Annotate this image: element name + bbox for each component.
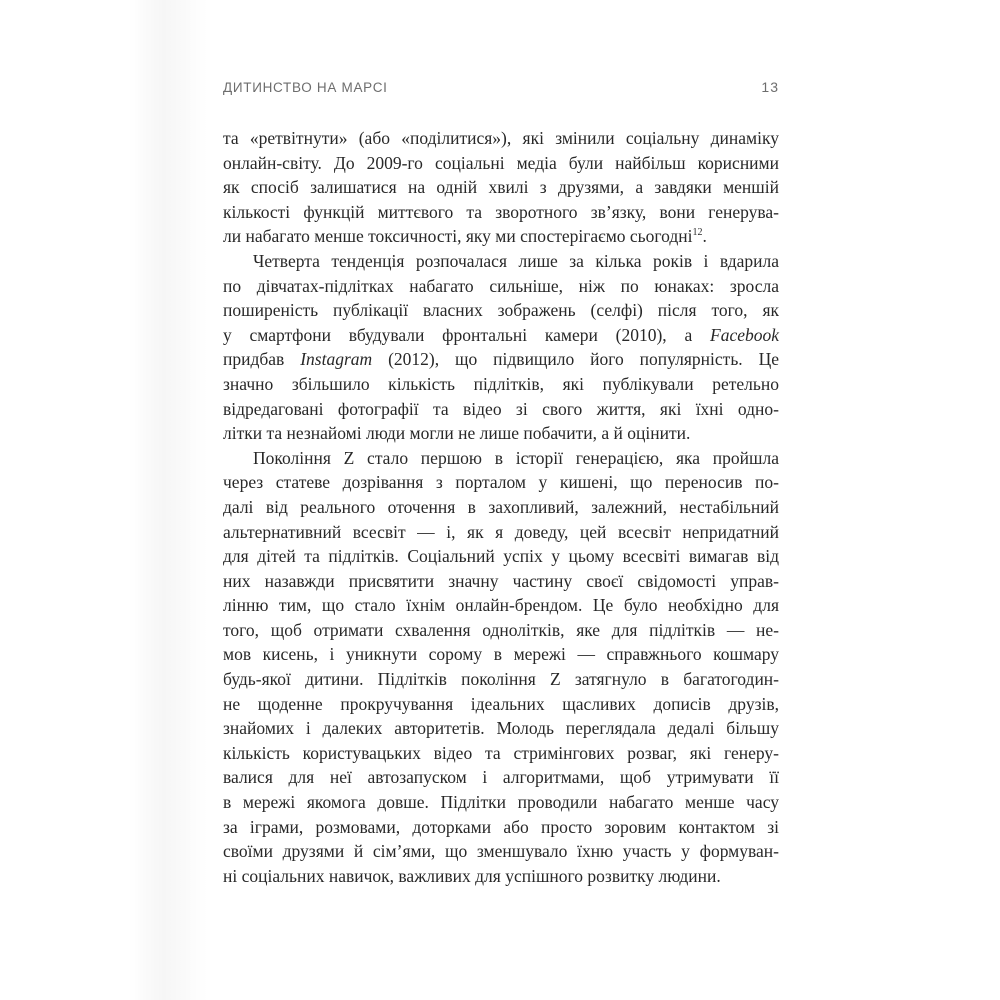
text-line: як спосіб залишатися на одній хвилі з друзями, а завдяки меншій bbox=[223, 177, 779, 198]
footnote-reference: 12 bbox=[692, 227, 703, 239]
text-line: не щоденне прокручування ідеальних щасливих дописів друзів, bbox=[223, 693, 779, 714]
text-line: онлайн-світу. До 2009-го соціальні медіа були найбільш корисними bbox=[223, 152, 779, 173]
text-line: них назавжди присвятити значну частину своєї свідомості управ- bbox=[223, 570, 779, 591]
running-header bbox=[223, 79, 779, 95]
text-line: будь-якої дитини. Підлітків покоління Z затягнуло в багатогодин- bbox=[223, 669, 779, 690]
text-line: через статеве дозрівання з порталом у кишені, що переносив по- bbox=[223, 472, 779, 493]
text-line: кількості функцій миттєвого та зворотного зв’язку, вони генерува- bbox=[223, 201, 779, 222]
italic-term: Instagram bbox=[300, 349, 373, 370]
text-line: далі від реального оточення в захопливий, залежний, нестабільний bbox=[223, 496, 779, 517]
text-line: літки та незнайомі люди могли не лише побачити, а й оцінити. bbox=[223, 423, 691, 444]
text-line: поширеність публікації власних зображень (селфі) після того, як bbox=[223, 300, 779, 321]
text-line bbox=[223, 323, 779, 348]
text-line: того, щоб отримати схвалення однолітків, яке для підлітків — не- bbox=[223, 619, 779, 640]
page-number: 13 bbox=[761, 79, 779, 95]
text-line: ні соціальних навичок, важливих для успішного розвитку людини. bbox=[223, 865, 721, 886]
text-segment: . bbox=[702, 226, 707, 247]
text-line: своїми друзями й сім’ями, що зменшувало їхню участь у формуван- bbox=[223, 841, 779, 862]
text-line: кількість користувацьких відео та стримінгових розваг, які генеру- bbox=[223, 742, 779, 763]
text-line: за іграми, розмовами, доторками або просто зоровим контактом зі bbox=[223, 816, 779, 837]
text-line: та «ретвітнути» (або «поділитися»), які змінили соціальну динаміку bbox=[223, 128, 779, 148]
italic-term: Facebook bbox=[710, 324, 779, 345]
text-line: для дітей та підлітків. Соціальний успіх у цьому всесвіті вимагав від bbox=[223, 546, 779, 567]
text-line: Четверта тенденція розпочалася лише за кілька років і вдарила bbox=[253, 250, 779, 271]
text-segment: ли набагато менше токсичності, яку ми спостерігаємо сьогодні bbox=[223, 226, 693, 247]
page-body-text bbox=[223, 126, 779, 888]
text-line: мов кисень, і уникнути сорому в мережі — справжнього кошмару bbox=[223, 644, 779, 665]
text-segment: (2012), що підвищило його популярність. Це bbox=[372, 349, 779, 370]
text-line: значно збільшило кількість підлітків, які публікували ретельно bbox=[223, 373, 779, 394]
text-line: валися для неї автозапуском і алгоритмами, щоб утримувати її bbox=[223, 767, 779, 788]
text-line: по дівчатах-підлітках набагато сильніше, ніж по юнаках: зросла bbox=[223, 275, 779, 296]
text-line bbox=[223, 347, 779, 372]
chapter-title: ДИТИНСТВО НА МАРСІ bbox=[223, 80, 388, 95]
text-line: альтернативний всесвіт — і, як я доведу, цей всесвіт непридатний bbox=[223, 521, 779, 542]
text-segment: у смартфони вбудували фронтальні камери (2010), а bbox=[223, 324, 710, 345]
text-line: в мережі якомога довше. Підлітки проводили набагато менше часу bbox=[223, 792, 779, 813]
text-line bbox=[223, 224, 779, 249]
text-line: Покоління Z стало першою в історії генерацією, яка пройшла bbox=[253, 447, 779, 468]
text-line: лінню тим, що стало їхнім онлайн-брендом. Це було необхідно для bbox=[223, 595, 779, 616]
text-line: відредаговані фотографії та відео зі свого життя, які їхні одно- bbox=[223, 398, 779, 419]
text-segment: придбав bbox=[223, 349, 301, 370]
text-line: знайомих і далеких авторитетів. Молодь переглядала дедалі більшу bbox=[223, 718, 779, 739]
